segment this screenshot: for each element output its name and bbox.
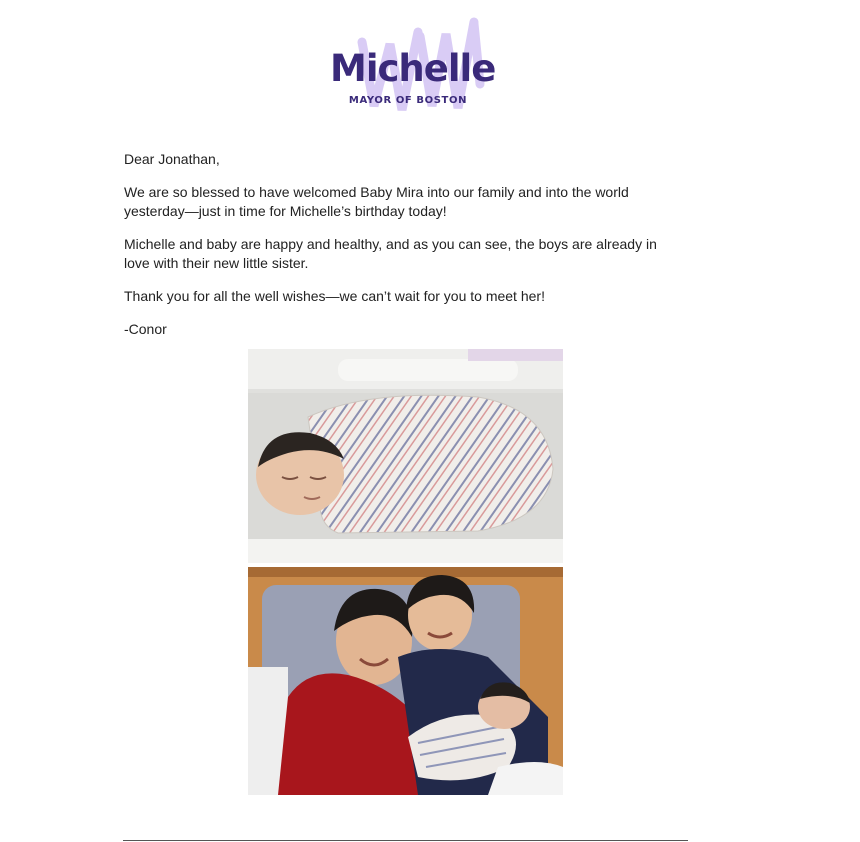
logo-name: Michelle [330,47,496,90]
signature: -Conor [124,321,167,337]
paragraph-thanks: Thank you for all the well wishes—we can’t wait for you to meet her! [124,288,545,304]
logo-subtitle: MAYOR OF BOSTON [348,95,468,106]
greeting: Dear Jonathan, [124,151,220,167]
paragraph-health: Michelle and baby are happy and healthy, and as you can see, the boys are already in love with their new little sister. [124,236,657,271]
divider [123,840,688,841]
letter-body [124,150,684,353]
siblings-photo [248,567,563,795]
newborn-photo [248,349,563,563]
paragraph-announcement: We are so blessed to have welcomed Baby Mira into our family and into the world yesterday—just in time for Michelle’s birthday today! [124,184,629,219]
logo [328,14,496,124]
